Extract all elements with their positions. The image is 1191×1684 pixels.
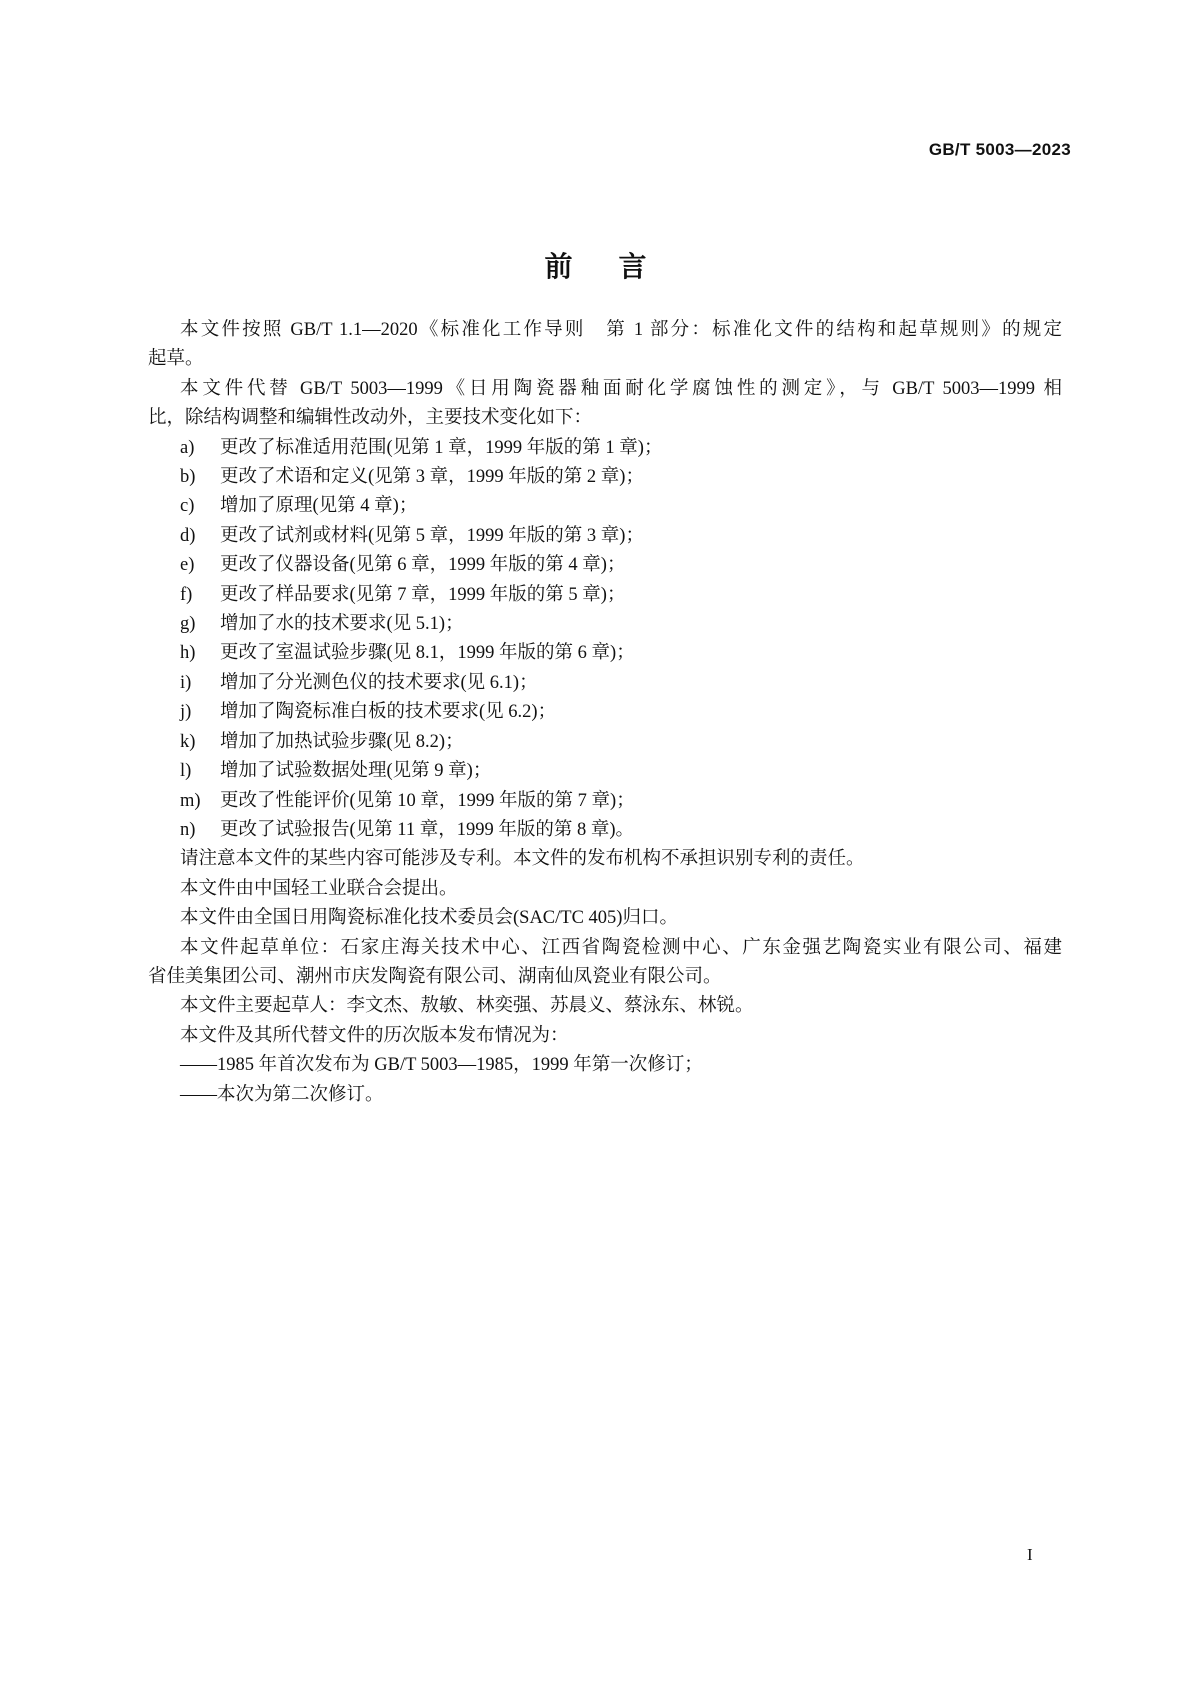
list-item-text: 更改了试剂或材料(见第 5 章，1999 年版的第 3 章)； bbox=[220, 525, 644, 546]
list-item bbox=[148, 434, 1062, 463]
list-item-label: l) bbox=[180, 761, 192, 782]
paragraph bbox=[148, 875, 1062, 904]
list-item bbox=[148, 581, 1062, 610]
list-item-label: m) bbox=[180, 790, 201, 811]
standard-number-header: GB/T 5003—2023 bbox=[928, 140, 1071, 159]
list-item-label: n) bbox=[180, 819, 196, 840]
list-item bbox=[148, 698, 1062, 727]
list-item-text: 更改了室温试验步骤(见 8.1，1999 年版的第 6 章)； bbox=[220, 643, 635, 664]
list-item bbox=[148, 492, 1062, 521]
list-item-text: 更改了仪器设备(见第 6 章，1999 年版的第 4 章)； bbox=[220, 555, 626, 576]
page-number: I bbox=[1027, 1545, 1033, 1564]
paragraph bbox=[148, 904, 1062, 933]
paragraph-line: ——1985 年首次发布为 GB/T 5003—1985，1999 年第一次修订； bbox=[180, 1055, 703, 1076]
list-item bbox=[148, 669, 1062, 698]
list-item bbox=[148, 463, 1062, 492]
page-title: 前言 bbox=[544, 250, 693, 283]
list-item bbox=[148, 610, 1062, 639]
list-item-text: 增加了分光测色仪的技术要求(见 6.1)； bbox=[220, 672, 538, 693]
list-item-label: h) bbox=[180, 643, 196, 664]
list-item bbox=[148, 639, 1062, 668]
list-item-label: d) bbox=[180, 525, 196, 546]
list-item-text: 增加了加热试验步骤(见 8.2)； bbox=[220, 731, 464, 752]
paragraph-line: 本文件主要起草人：李文杰、敖敏、林奕强、苏晨义、蔡泳东、林锐。 bbox=[180, 996, 754, 1017]
list-item-label: i) bbox=[180, 672, 192, 693]
list-item-text: 更改了性能评价(见第 10 章，1999 年版的第 7 章)； bbox=[220, 790, 635, 811]
paragraph-line: 本文件由中国轻工业联合会提出。 bbox=[180, 878, 458, 899]
paragraph bbox=[148, 934, 1062, 993]
paragraph-line: ——本次为第二次修订。 bbox=[180, 1084, 384, 1105]
list-item bbox=[148, 551, 1062, 580]
paragraph bbox=[148, 845, 1062, 874]
paragraph-line: 起草。 bbox=[148, 349, 204, 370]
list-item-label: k) bbox=[180, 731, 196, 752]
paragraph-line: 本文件代替 GB/T 5003—1999《日用陶瓷器釉面耐化学腐蚀性的测定》，与 GB/T 5003—1999 相 bbox=[180, 378, 1062, 399]
intro-paragraphs bbox=[148, 316, 1062, 434]
paragraph-line: 本文件按照 GB/T 1.1—2020《标准化工作导则 第 1 部分：标准化文件的结构和起草规则》的规定 bbox=[180, 320, 1062, 340]
paragraph bbox=[148, 1022, 1062, 1051]
list-item bbox=[148, 787, 1062, 816]
paragraph bbox=[148, 1081, 1062, 1110]
list-item-text: 增加了原理(见第 4 章)； bbox=[220, 496, 418, 517]
list-item-text: 增加了陶瓷标准白板的技术要求(见 6.2)； bbox=[220, 702, 557, 723]
closing-paragraphs bbox=[148, 845, 1062, 1110]
document-body bbox=[148, 316, 1062, 1110]
technical-changes-list bbox=[148, 434, 1062, 846]
list-item bbox=[148, 757, 1062, 786]
list-item-text: 增加了水的技术要求(见 5.1)； bbox=[220, 614, 464, 635]
list-item-text: 更改了标准适用范围(见第 1 章，1999 年版的第 1 章)； bbox=[220, 437, 663, 458]
list-item-label: j) bbox=[180, 702, 192, 723]
list-item bbox=[148, 522, 1062, 551]
paragraph-line: 本文件由全国日用陶瓷标准化技术委员会(SAC/TC 405)归口。 bbox=[180, 908, 678, 929]
list-item-text: 更改了试验报告(见第 11 章，1999 年版的第 8 章)。 bbox=[220, 819, 635, 840]
paragraph-line: 比，除结构调整和编辑性改动外，主要技术变化如下： bbox=[148, 408, 593, 429]
paragraph-line: 省佳美集团公司、潮州市庆发陶瓷有限公司、湖南仙凤瓷业有限公司。 bbox=[148, 966, 722, 987]
list-item-text: 更改了样品要求(见第 7 章，1999 年版的第 5 章)； bbox=[220, 584, 626, 605]
paragraph-line: 本文件起草单位：石家庄海关技术中心、江西省陶瓷检测中心、广东金强艺陶瓷实业有限公司、福建 bbox=[180, 937, 1062, 958]
paragraph-line: 本文件及其所代替文件的历次版本发布情况为： bbox=[180, 1025, 569, 1046]
list-item-label: c) bbox=[180, 496, 195, 517]
paragraph bbox=[148, 1051, 1062, 1080]
list-item-label: b) bbox=[180, 467, 196, 488]
paragraph bbox=[148, 316, 1062, 375]
list-item bbox=[148, 816, 1062, 845]
list-item-label: e) bbox=[180, 555, 195, 576]
list-item-label: f) bbox=[180, 584, 193, 605]
paragraph-line: 请注意本文件的某些内容可能涉及专利。本文件的发布机构不承担识别专利的责任。 bbox=[180, 849, 865, 870]
list-item-text: 更改了术语和定义(见第 3 章，1999 年版的第 2 章)； bbox=[220, 467, 644, 488]
paragraph bbox=[148, 375, 1062, 434]
list-item-label: g) bbox=[180, 614, 196, 635]
list-item bbox=[148, 728, 1062, 757]
list-item-text: 增加了试验数据处理(见第 9 章)； bbox=[220, 761, 492, 782]
paragraph bbox=[148, 992, 1062, 1021]
list-item-label: a) bbox=[180, 437, 195, 458]
